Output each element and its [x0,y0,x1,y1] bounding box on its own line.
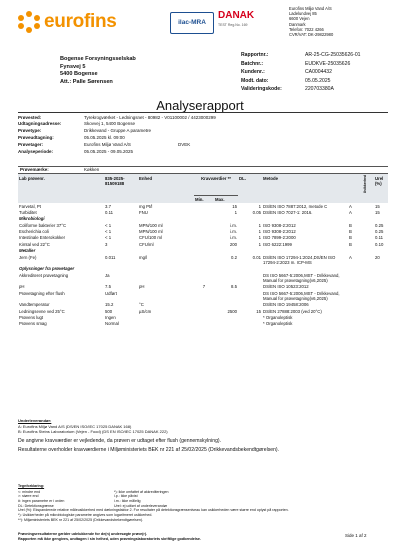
legend-item: Urel: ej udført af underleverandør [114,503,168,508]
cell-unit [138,321,194,327]
cell-unit: MPN/100 ml [139,229,163,235]
cell-result: 0.11 [105,210,114,215]
table-row [18,254,388,266]
legend-item: <: mindre end [18,489,41,494]
company-line: Eurofins Miljø Vand A/S [289,6,332,11]
meta-label: Rapportnr.: [241,52,269,59]
company-line: Danmark [289,21,306,27]
th-uncert: Usikkerhed [363,175,367,194]
sample-mark-label: Prøvemærke: [20,167,49,173]
cell-unit: mg Pt/l [139,203,153,209]
th-max: Max. [215,196,225,202]
info-value: Drikkevand - Gruppe A parametre [84,128,152,134]
recipient-line: Fynsvej 5 [60,63,86,70]
cell-urel: 15 [375,210,380,215]
footer-line: Prøvningsresultaterne gælder udelukkende for de(n) undersøgte prøve(r). [18,532,148,536]
ilac-mra-logo: ilac-MRA [170,12,214,34]
company-line: 6600 Vejen [289,16,310,22]
legend-item: DL: Detektionsgrænse [18,503,54,508]
cell-dl: 0.01 [252,254,261,260]
cell-method: DS/EN ISO 7027-1: 2016. [263,210,313,215]
conclusion-text [18,437,388,454]
cell-method: DS/EN ISO 10523:2012 [263,284,309,290]
footer-line: Rapporten må ikke gengives, undtagen i sin helhed, uden prøvningslaboratoriets skriftlige godkendelse. [18,536,201,541]
meta-value: CA0004432 [305,69,332,76]
legend-block [18,484,388,522]
cell-result: < 1 [105,235,112,241]
cell-subcontractor: B [349,222,352,228]
info-value: Tyrekrogværket - Ledningsnet - 80982 - V01100002 / 4423000299 [84,114,216,120]
cell-dl [238,272,262,284]
cell-subcontractor: A [349,203,352,209]
cell-name: Kimtal ved 22°C [19,241,50,247]
info-value: Skovvej 1, 5400 Bogense [84,121,136,127]
cell-max: i.m. [230,229,237,235]
meta-label: Kundenr.: [241,69,265,76]
th-urel: Urel (%) [375,176,384,187]
meta-row [241,60,391,69]
legend-note: *): Usikkerheder på mikrobiologiske parametre angives som logaritmeret usikkerhed. [18,513,153,518]
cell-flag [362,272,374,284]
info-label: Udtagningsadresse: [18,121,62,127]
logo-text: eurofins [44,11,117,32]
cell-method: ISO 9308-2:2012 [263,229,296,235]
cell-unit: FNU [139,210,148,215]
results-table [18,174,388,327]
cell-name: Akkrediteret prøvetagning [19,272,69,278]
cell-urel: 20 [375,254,380,260]
cell-subcontractor [348,290,362,302]
cell-unit: CFU/ml [139,241,154,247]
meta-value: EUDKVE-25035626 [305,60,351,67]
cell-method: DS ISO 5667-5:2006,MST - Drikkevand, Manual for prøvetagning(v6,2025) [263,290,340,302]
cell-result: Ingen [105,315,116,321]
table-row [18,321,388,327]
info-row [18,134,388,141]
cell-unit: mg/l [139,254,148,260]
subcontractor-line: B: Eurofins Steins Laboratorium (Vejen - Food) (DS EN ISO/IEC 17025 DANAK 222) [18,429,168,434]
recipient-address [60,56,136,86]
cell-unit: CFU/100 ml [139,235,162,241]
meta-row [241,51,391,60]
cell-name: Prøvens smag [19,321,47,327]
info-label: Prøvested: [18,114,42,120]
cell-max: 8.5 [231,284,237,290]
cell-dl: 15 [256,308,261,314]
section-title: Mikrobiologi [19,216,45,222]
cell-urel [374,290,388,302]
cell-urel [374,321,388,327]
cell-urel: 0.25 [375,229,384,235]
legend-item: *): ikke omfattet af akkrediteringen [114,489,169,494]
cell-urel: 0.11 [375,235,384,241]
cell-dl: 1 [258,229,261,235]
table-row [18,290,388,302]
cell-max: 1 [234,210,237,215]
cell-min: 7 [202,284,206,290]
cell-subcontractor [348,272,362,284]
sample-info [18,114,388,155]
th-lab: Lab prøvenr. [19,176,45,181]
cell-name: Prøvens lugt [19,315,44,321]
cell-method: ISO 7899-2:2000 [263,235,296,241]
info-row [18,141,388,148]
conclusion-line: Resultaterne overholder kravværdierne i Miljøministeriets BEK nr 221 af 25/02/2025 (Drikkevandsbekendtgørelsen). [18,446,280,453]
cell-name: Vandtemperatur [19,302,50,308]
cell-dl: 1 [258,222,261,228]
cell-method: ISO 9308-2:2012 [263,222,296,228]
legend-item: #: ingen parametre er i orden [18,499,65,504]
info-value-2: DVEK [178,141,191,147]
cell-max [214,290,238,302]
recipient-line: Bogense Forsyningsselskab [60,56,136,62]
sample-mark-value: Køkken [84,167,100,173]
danak-sub: TEST Reg.No. 169 [218,22,248,27]
meta-row [241,85,391,94]
meta-label: Valideringskode: [241,86,282,93]
cell-result: < 1 [105,229,112,235]
meta-value: 220703380A [305,86,334,93]
cell-flag [362,321,374,327]
footer-note [18,532,388,542]
subcontractor-block [18,418,388,434]
cell-subcontractor: B [349,241,352,247]
cell-method: * Organoleptisk [263,321,293,327]
info-label: Analyseperiode: [18,148,54,154]
cell-result: Ja [105,272,110,278]
cell-urel [374,272,388,284]
cell-result: 7.5 [105,284,111,290]
cell-subcontractor: A [349,254,352,260]
info-row [18,128,388,135]
cell-dl [238,290,262,302]
company-line: Telefon: 7022 4266 [289,26,324,32]
title-divider [18,112,388,113]
meta-value: AR-25-CG-25035626-01 [305,52,361,59]
cell-dl: 1 [258,203,261,209]
cell-method: * Organoleptisk [263,315,293,321]
conclusion-line: De angivne kravværdier er vejledende, da prøven er udtaget efter flush (gennemskylning). [18,438,222,444]
cell-result: 500 [105,308,113,314]
th-krav: Kravværdier ** [194,174,238,195]
table-row [18,272,388,284]
recipient-line: 5400 Bogense [60,71,98,78]
cell-min [194,321,214,327]
company-address [289,6,384,37]
cell-name: Farvetal, Pt [19,203,41,209]
info-value: 05.05.2025 - 09.05.2025 [84,148,134,154]
section-title: Metaller [19,248,36,254]
cell-unit: MPN/100 ml [139,222,163,228]
info-label: Prøveudtagning: [18,134,54,140]
sample-mark-row [18,166,388,174]
meta-label: Modt. dato: [241,77,269,84]
table-subheader-row [18,195,388,203]
cell-subcontractor: B [349,229,352,235]
info-row [18,148,388,155]
cell-min [194,272,214,284]
cell-result: 15.2 [105,302,114,308]
cell-flag [362,254,374,266]
cell-min [194,254,214,266]
info-label: Prøvetager: [18,141,44,147]
cell-unit: µS/cm [139,308,152,314]
cell-name: Prøvetagning efter flush [19,290,65,296]
cell-subcontractor: A [349,210,352,215]
info-value: 05.05.2025 kl. 09:00 [84,134,125,140]
legend-note: **): Miljøministeriets BEK nr 221 af 25/02/2025 (Drikkevandsbekendtgørelsen). [18,517,144,522]
cell-urel: 0.10 [375,241,384,247]
cell-min [194,290,214,302]
cell-subcontractor: B [349,235,352,241]
cell-dl [238,321,262,327]
report-meta [241,51,391,94]
cell-result: Normal [105,321,119,327]
subcontractor-title: Underleverandør: [18,418,52,423]
cell-dl: 1 [258,241,261,247]
cell-unit [138,290,194,302]
cell-method: DS/EN 27888:2003 (ved 20°C) [263,308,322,314]
info-value: Eurofins Miljø Vand A/S [84,141,131,147]
company-line: Ladelundvej 85 [289,11,317,17]
page-number: Side 1 af 2 [345,533,367,538]
cell-subcontractor [348,321,362,327]
cell-result: Udført [105,290,117,296]
subcontractor-line: A: Eurofins Miljø Vand A/S (DS/EN ISO/IEC 17025 DANAK 168) [18,424,132,429]
cell-urel: 15 [375,203,380,209]
cell-method: DS ISO 5667-5:2006,MST - Drikkevand, Manual for prøvetagning(v6,2025) [263,272,340,283]
meta-row [241,77,391,86]
danak-text: DANAK [218,10,255,21]
cell-max: i.m. [230,235,237,241]
cell-max: 200 [229,241,237,247]
cell-name: Ledningsevne ved 25°C [19,308,65,314]
meta-row [241,68,391,77]
th-method: Metode [263,176,279,181]
th-dl: DL. [239,176,246,181]
eurofins-logo [18,10,117,34]
cell-unit: pH [139,284,145,290]
legend-item: i.p.: ikke påvist [114,494,138,499]
cell-result: 3.7 [105,203,111,209]
legend-note: Urel (%): Ekspanderede relative måleusikkerhed med dækningsfaktor 2. For resultater på detektionsgrænseniveau kan usikkerheden være større end oplyst på rapporten. [18,508,289,513]
info-row [18,121,388,128]
cell-name: Jern (Fe) [19,254,37,260]
meta-value: 05.05.2025 [305,77,331,84]
eurofins-mark-icon [18,11,40,33]
cell-result: < 1 [105,222,112,228]
danak-logo [218,10,270,36]
cell-max: 2500 [227,308,237,314]
table-header-row [18,174,388,195]
legend-item: i.m.: ikke målelig [114,499,141,504]
cell-max: i.m. [230,222,237,228]
meta-label: Batchnr.: [241,60,264,67]
cell-name: Coliforme bakterier 37°C [19,222,67,228]
cell-method: ISO 6222:1999 [263,241,292,247]
cell-method: DS/EN ISO 19458:2006 [263,302,309,308]
cell-name: pH [19,284,25,290]
page-title: Analyserapport [156,98,244,113]
th-unit: Enhed [139,176,153,181]
cell-name: Turbiditet [19,210,37,215]
cell-unit: °C [139,302,144,308]
cell-flag [362,290,374,302]
cell-result: 0.011 [105,254,116,260]
cell-dl: 1 [258,235,261,241]
cell-name: Intestinale Enterokokker [19,235,66,241]
recipient-line: Att.: Palle Sørensen [60,78,113,85]
legend-item: >: større end [18,494,39,499]
section-title: Oplysninger fra prøvetager [19,266,75,272]
cell-method: DS/EN ISO 17294-1:2024,DS/EN ISO 17294-2:2023 m. ICP-MS [263,254,336,265]
cell-max: 15 [232,203,237,209]
info-row [18,114,388,121]
th-sample-id: 835-2025- 81509188 [105,176,125,187]
cell-method: DS/EN ISO 7887:2012, metode C [263,203,328,209]
cell-unit [138,272,194,284]
cell-max [214,272,238,284]
cell-urel: 0.25 [375,222,384,228]
company-line: CVR/VAT: DK-29822980 [289,32,334,38]
legend-title: Tegnforklaring: [18,484,45,488]
cell-result: 3 [105,241,108,247]
info-label: Prøvetype: [18,128,42,134]
th-min: Min. [195,196,204,202]
cell-max [214,321,238,327]
cell-max: 0.2 [231,254,237,260]
cell-name: Escherichia coli [19,229,49,235]
cell-dl: 0.05 [252,210,261,215]
